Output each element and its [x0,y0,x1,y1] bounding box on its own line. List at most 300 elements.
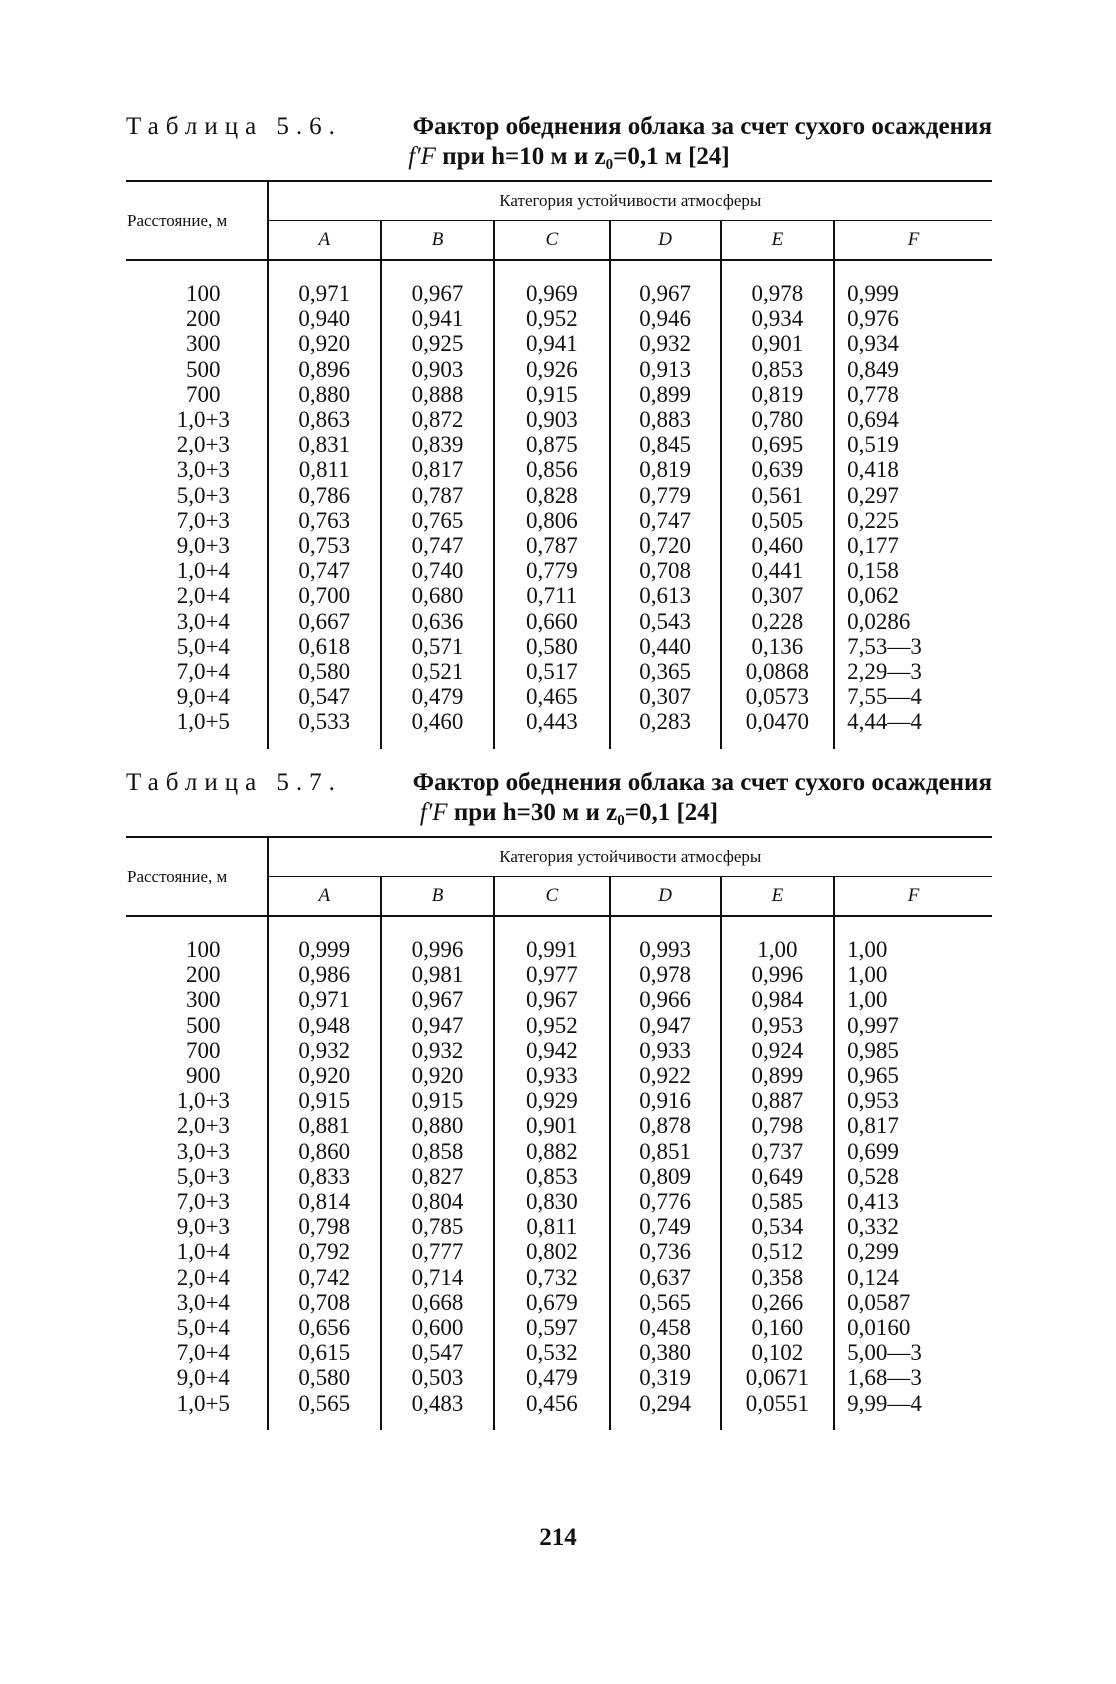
distance-cell: 3,0+4 [126,1290,268,1315]
value-cell: 0,700 [268,583,381,608]
value-cell: 0,926 [494,357,609,382]
value-cell: 0,787 [494,533,609,558]
value-cell: 0,924 [721,1038,834,1063]
value-cell: 0,934 [721,306,834,331]
value-cell: 0,819 [610,457,721,482]
value-cell: 0,845 [610,432,721,457]
value-cell: 0,984 [721,987,834,1012]
value-cell: 0,711 [494,583,609,608]
value-cell: 0,786 [268,483,381,508]
distance-cell: 1,0+5 [126,1391,268,1430]
value-cell: 0,358 [721,1265,834,1290]
value-cell: 2,29—3 [847,659,922,685]
value-cell: 0,916 [610,1088,721,1113]
value-cell: 0,932 [610,331,721,356]
value-cell: 0,966 [610,987,721,1012]
value-cell: 0,307 [721,583,834,608]
value-cell: 0,798 [268,1214,381,1239]
distance-cell: 200 [126,962,268,987]
value-cell: 0,732 [494,1265,609,1290]
table-row [126,1365,992,1390]
distance-cell: 3,0+4 [126,609,268,634]
value-cell: 0,618 [268,634,381,659]
distance-cell: 500 [126,357,268,382]
value-cell: 0,297 [847,482,899,508]
value-cell: 0,742 [268,1265,381,1290]
value-cell: 0,833 [268,1164,381,1189]
value-cell: 0,806 [494,508,609,533]
value-cell: 1,68—3 [847,1365,922,1391]
value-cell: 0,932 [381,1038,494,1063]
value-cell: 0,863 [268,407,381,432]
value-cell: 0,319 [610,1365,721,1390]
distance-cell: 700 [126,382,268,407]
value-cell: 0,0470 [721,709,834,748]
value-cell: 0,637 [610,1265,721,1290]
distance-cell: 2,0+4 [126,583,268,608]
value-cell: 0,920 [268,1063,381,1088]
value-cell: 0,0160 [847,1315,911,1341]
value-cell: 0,947 [610,1013,721,1038]
value-cell: 0,585 [721,1189,834,1214]
table2 [126,836,992,1430]
table-row [126,558,992,583]
table2-header-col: D [610,877,721,917]
value-cell: 0,811 [268,457,381,482]
distance-cell: 300 [126,331,268,356]
table1-header-category: Категория устойчивости атмосферы [268,181,992,221]
table-row [126,1214,992,1239]
distance-cell: 9,0+4 [126,684,268,709]
table-row [126,1340,992,1365]
value-cell: 0,695 [721,432,834,457]
table-row [126,659,992,684]
table2-header-col: C [494,877,609,917]
value-cell: 0,996 [381,916,494,962]
value-cell: 0,814 [268,1189,381,1214]
value-cell: 0,993 [610,916,721,962]
table2-conditions: при h=30 м и z₀=0,1 [24] [453,799,719,826]
value-cell: 0,920 [381,1063,494,1088]
value-cell: 0,830 [494,1189,609,1214]
table-row [126,1013,992,1038]
value-cell: 0,999 [847,281,899,306]
table-row [126,331,992,356]
table-row [126,1139,992,1164]
value-cell: 0,913 [610,357,721,382]
value-cell: 0,932 [268,1038,381,1063]
value-cell: 0,307 [610,684,721,709]
value-cell: 0,418 [847,457,899,483]
distance-cell: 100 [126,916,268,962]
value-cell: 0,521 [381,659,494,684]
table2-header-col: A [268,877,381,917]
value-cell: 0,934 [847,331,899,357]
value-cell: 0,714 [381,1265,494,1290]
value-cell: 0,785 [381,1214,494,1239]
table-row [126,1164,992,1189]
value-cell: 0,465 [494,684,609,709]
value-cell: 0,899 [721,1063,834,1088]
value-cell: 0,503 [381,1365,494,1390]
value-cell: 0,804 [381,1189,494,1214]
value-cell: 0,827 [381,1164,494,1189]
value-cell: 0,967 [610,260,721,306]
table1-label: Таблица 5.6. [126,113,342,140]
value-cell: 0,736 [610,1239,721,1264]
table-row [126,684,992,709]
value-cell: 0,985 [847,1037,899,1063]
value-cell: 0,413 [847,1189,899,1215]
value-cell: 0,720 [610,533,721,558]
value-cell: 0,965 [847,1063,899,1089]
value-cell: 0,875 [494,432,609,457]
value-cell: 0,380 [610,1340,721,1365]
value-cell: 0,680 [381,583,494,608]
table-row [126,987,992,1012]
value-cell: 0,888 [381,382,494,407]
value-cell: 0,997 [847,1012,899,1038]
table-row [126,1189,992,1214]
value-cell: 1,00 [721,916,834,962]
value-cell: 0,517 [494,659,609,684]
value-cell: 0,737 [721,1139,834,1164]
value-cell: 0,901 [721,331,834,356]
value-cell: 0,780 [721,407,834,432]
table-row [126,1088,992,1113]
value-cell: 0,901 [494,1113,609,1138]
value-cell: 0,0868 [721,659,834,684]
distance-cell: 7,0+4 [126,659,268,684]
value-cell: 0,858 [381,1139,494,1164]
value-cell: 0,809 [610,1164,721,1189]
value-cell: 0,160 [721,1315,834,1340]
value-cell: 0,571 [381,634,494,659]
distance-cell: 3,0+3 [126,457,268,482]
value-cell: 1,00 [847,937,888,962]
value-cell: 0,860 [268,1139,381,1164]
value-cell: 0,828 [494,483,609,508]
value-cell: 0,940 [268,306,381,331]
table-row [126,709,992,748]
value-cell: 0,332 [847,1214,899,1240]
value-cell: 0,792 [268,1239,381,1264]
value-cell: 0,971 [268,987,381,1012]
value-cell: 0,483 [381,1391,494,1430]
value-cell: 0,656 [268,1315,381,1340]
value-cell: 0,802 [494,1239,609,1264]
value-cell: 0,778 [847,381,899,407]
value-cell: 0,749 [610,1214,721,1239]
value-cell: 0,925 [381,331,494,356]
value-cell: 0,831 [268,432,381,457]
distance-cell: 2,0+3 [126,1113,268,1138]
value-cell: 0,0671 [721,1365,834,1390]
distance-cell: 2,0+4 [126,1265,268,1290]
value-cell: 0,519 [847,432,899,458]
value-cell: 0,999 [268,916,381,962]
value-cell: 0,543 [610,609,721,634]
value-cell: 0,668 [381,1290,494,1315]
value-cell: 0,941 [494,331,609,356]
value-cell: 0,460 [381,709,494,748]
table1-symbol: f′F [408,143,436,170]
value-cell: 0,787 [381,483,494,508]
value-cell: 0,929 [494,1088,609,1113]
value-cell: 0,915 [381,1088,494,1113]
value-cell: 9,99—4 [847,1390,922,1416]
value-cell: 0,479 [494,1365,609,1390]
value-cell: 0,228 [721,609,834,634]
table1-header-col: F [834,221,992,261]
value-cell: 1,00 [847,962,888,988]
value-cell: 0,699 [847,1138,899,1164]
value-cell: 0,978 [610,962,721,987]
value-cell: 0,565 [268,1391,381,1430]
value-cell: 0,969 [494,260,609,306]
value-cell: 0,708 [610,558,721,583]
table-row [126,609,992,634]
value-cell: 0,899 [610,382,721,407]
value-cell: 0,776 [610,1189,721,1214]
value-cell: 0,533 [268,709,381,748]
table-row [126,1063,992,1088]
value-cell: 0,505 [721,508,834,533]
value-cell: 0,920 [268,331,381,356]
value-cell: 0,977 [494,962,609,987]
table-row [126,1038,992,1063]
value-cell: 0,615 [268,1340,381,1365]
table1-header-col: B [381,221,494,261]
table-row [126,634,992,659]
value-cell: 0,528 [847,1163,899,1189]
value-cell: 0,763 [268,508,381,533]
distance-cell: 200 [126,306,268,331]
value-cell: 0,225 [847,507,899,533]
value-cell: 0,062 [847,583,899,609]
table1-header-col: E [721,221,834,261]
table2-header-distance: Расстояние, м [126,837,268,916]
value-cell: 0,986 [268,962,381,987]
value-cell: 0,915 [494,382,609,407]
table1-caption [126,112,992,172]
value-cell: 0,649 [721,1164,834,1189]
value-cell: 0,667 [268,609,381,634]
value-cell: 0,882 [494,1139,609,1164]
value-cell: 0,443 [494,709,609,748]
table-row [126,1290,992,1315]
value-cell: 7,53—3 [847,633,922,659]
value-cell: 0,441 [721,558,834,583]
value-cell: 0,853 [494,1164,609,1189]
table-row [126,306,992,331]
table1-header-col: D [610,221,721,261]
value-cell: 0,636 [381,609,494,634]
value-cell: 0,639 [721,457,834,482]
value-cell: 0,534 [721,1214,834,1239]
value-cell: 0,878 [610,1113,721,1138]
table1-header-distance: Расстояние, м [126,181,268,260]
distance-cell: 1,0+4 [126,1239,268,1264]
table2-header-col: E [721,877,834,917]
value-cell: 0,479 [381,684,494,709]
value-cell: 0,839 [381,432,494,457]
value-cell: 0,679 [494,1290,609,1315]
value-cell: 0,942 [494,1038,609,1063]
value-cell: 0,177 [847,533,899,559]
value-cell: 0,798 [721,1113,834,1138]
value-cell: 0,978 [721,260,834,306]
distance-cell: 7,0+3 [126,508,268,533]
value-cell: 0,600 [381,1315,494,1340]
value-cell: 0,779 [610,483,721,508]
distance-cell: 7,0+3 [126,1189,268,1214]
table2-label: Таблица 5.7. [126,769,342,796]
table-row [126,382,992,407]
value-cell: 0,946 [610,306,721,331]
table2-header-col: F [834,877,992,917]
value-cell: 0,967 [381,987,494,1012]
value-cell: 0,532 [494,1340,609,1365]
value-cell: 0,747 [610,508,721,533]
table-row [126,1239,992,1264]
distance-cell: 1,0+4 [126,558,268,583]
table-row [126,457,992,482]
value-cell: 1,00 [847,987,888,1013]
value-cell: 0,996 [721,962,834,987]
value-cell: 0,817 [847,1113,899,1139]
table-row [126,1113,992,1138]
table1-title: Фактор обеднения облака за счет сухого осаждения [412,113,992,140]
distance-cell: 900 [126,1063,268,1088]
table1-header-col: A [268,221,381,261]
table-row [126,407,992,432]
value-cell: 0,903 [494,407,609,432]
table-row [126,357,992,382]
value-cell: 0,158 [847,558,899,584]
value-cell: 0,903 [381,357,494,382]
value-cell: 0,580 [494,634,609,659]
value-cell: 0,0286 [847,608,911,634]
distance-cell: 1,0+5 [126,709,268,748]
table2-body [126,916,992,1430]
value-cell: 0,266 [721,1290,834,1315]
value-cell: 0,811 [494,1214,609,1239]
value-cell: 0,753 [268,533,381,558]
value-cell: 0,981 [381,962,494,987]
table1 [126,180,992,749]
value-cell: 0,613 [610,583,721,608]
distance-cell: 5,0+4 [126,634,268,659]
value-cell: 0,460 [721,533,834,558]
value-cell: 0,777 [381,1239,494,1264]
distance-cell: 1,0+3 [126,1088,268,1113]
distance-cell: 5,0+4 [126,1315,268,1340]
distance-cell: 500 [126,1013,268,1038]
value-cell: 0,779 [494,558,609,583]
value-cell: 0,547 [268,684,381,709]
table1-body [126,260,992,749]
value-cell: 7,55—4 [847,684,922,710]
value-cell: 0,660 [494,609,609,634]
value-cell: 0,883 [610,407,721,432]
value-cell: 0,853 [721,357,834,382]
value-cell: 0,819 [721,382,834,407]
value-cell: 0,880 [268,382,381,407]
distance-cell: 5,0+3 [126,483,268,508]
value-cell: 0,915 [268,1088,381,1113]
value-cell: 0,933 [494,1063,609,1088]
table-row [126,508,992,533]
table-row [126,962,992,987]
value-cell: 0,976 [847,306,899,332]
value-cell: 0,856 [494,457,609,482]
table-row [126,483,992,508]
value-cell: 0,102 [721,1340,834,1365]
value-cell: 0,952 [494,306,609,331]
value-cell: 0,947 [381,1013,494,1038]
value-cell: 0,971 [268,260,381,306]
table2-header-col: B [381,877,494,917]
value-cell: 0,922 [610,1063,721,1088]
distance-cell: 3,0+3 [126,1139,268,1164]
value-cell: 0,896 [268,357,381,382]
distance-cell: 2,0+3 [126,432,268,457]
table2-title: Фактор обеднения облака за счет сухого осаждения [412,769,992,796]
value-cell: 0,817 [381,457,494,482]
value-cell: 0,953 [721,1013,834,1038]
distance-cell: 100 [126,260,268,306]
value-cell: 0,547 [381,1340,494,1365]
distance-cell: 9,0+3 [126,1214,268,1239]
value-cell: 0,953 [847,1088,899,1114]
distance-cell: 300 [126,987,268,1012]
table-row [126,1391,992,1430]
value-cell: 0,967 [381,260,494,306]
table-row [126,583,992,608]
table1-header-col: C [494,221,609,261]
distance-cell: 1,0+3 [126,407,268,432]
page-number: 214 [539,1524,577,1551]
value-cell: 0,0551 [721,1391,834,1430]
value-cell: 0,512 [721,1239,834,1264]
distance-cell: 9,0+3 [126,533,268,558]
table-row [126,916,992,962]
value-cell: 0,941 [381,306,494,331]
table-row [126,260,992,306]
table1-conditions: при h=10 м и z₀=0,1 м [24] [442,143,730,170]
value-cell: 0,580 [268,659,381,684]
value-cell: 0,933 [610,1038,721,1063]
value-cell: 5,00—3 [847,1340,922,1366]
value-cell: 0,708 [268,1290,381,1315]
value-cell: 0,991 [494,916,609,962]
value-cell: 0,124 [847,1264,899,1290]
value-cell: 0,580 [268,1365,381,1390]
value-cell: 0,365 [610,659,721,684]
distance-cell: 700 [126,1038,268,1063]
table-row [126,533,992,558]
value-cell: 0,952 [494,1013,609,1038]
value-cell: 4,44—4 [847,709,922,735]
value-cell: 0,880 [381,1113,494,1138]
value-cell: 0,299 [847,1239,899,1265]
distance-cell: 7,0+4 [126,1340,268,1365]
value-cell: 0,851 [610,1139,721,1164]
table-row [126,1265,992,1290]
value-cell: 0,283 [610,709,721,748]
value-cell: 0,967 [494,987,609,1012]
